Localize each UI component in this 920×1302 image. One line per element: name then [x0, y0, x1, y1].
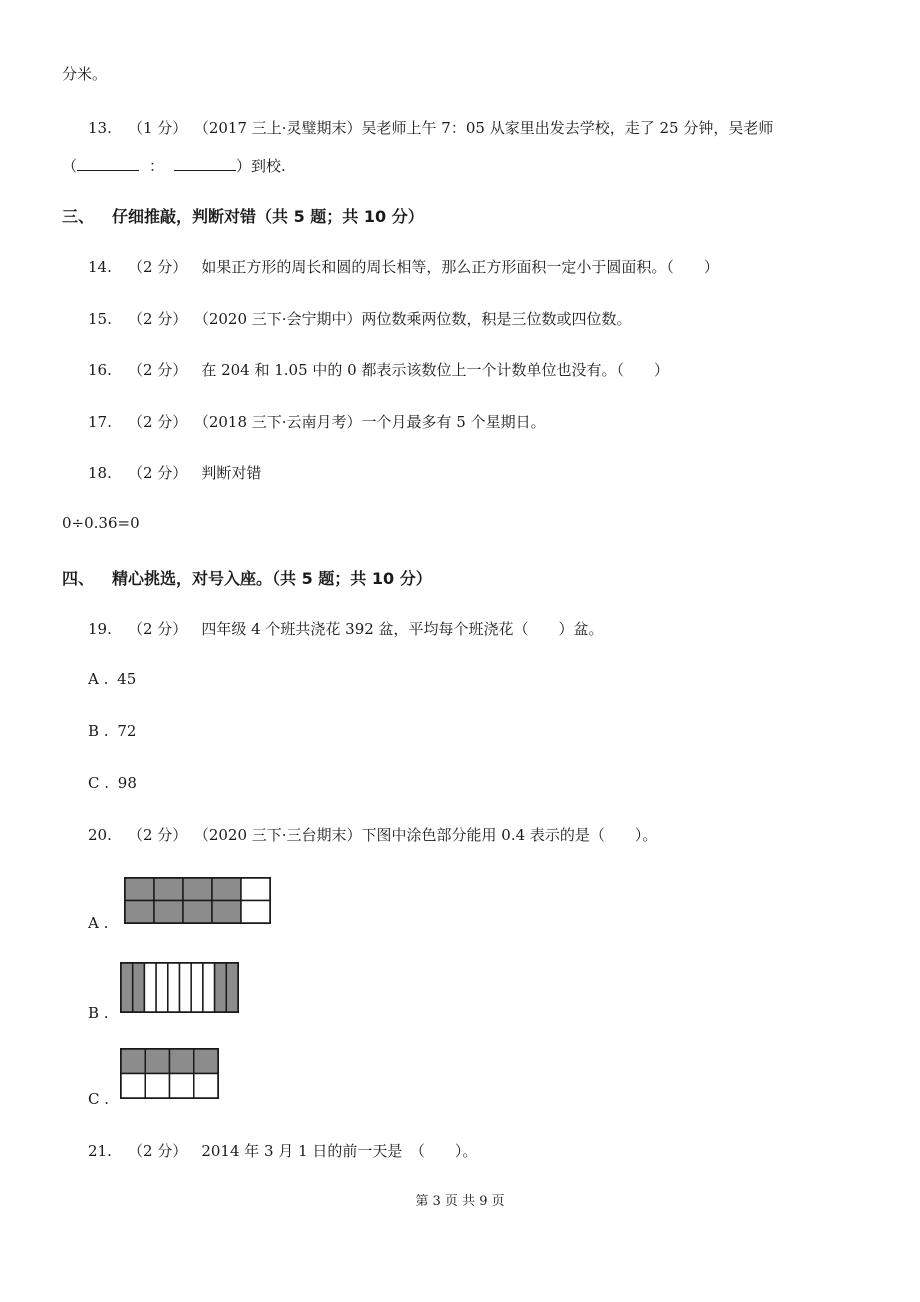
question-number: 18.	[88, 464, 112, 482]
question-text: （2018 三下·云南月考）一个月最多有 5 个星期日。	[201, 413, 546, 431]
question-score: （2 分）	[128, 361, 188, 379]
question-score: （2 分）	[128, 464, 188, 482]
option-b-label[interactable]: B .	[88, 1004, 109, 1022]
question-17	[88, 411, 546, 432]
answer-blank-hour[interactable]	[77, 158, 139, 171]
grid-cell	[121, 1074, 145, 1099]
option-a[interactable]	[88, 670, 136, 688]
grid-cell	[212, 878, 241, 901]
question-number: 14.	[88, 258, 112, 276]
paren-close: ）到校.	[236, 157, 286, 175]
question-score: （1 分）	[128, 119, 188, 137]
question-14	[88, 256, 719, 277]
strip-cell	[168, 963, 180, 1012]
section-heading-4	[62, 566, 432, 589]
question-13	[88, 117, 773, 138]
question-score: （2 分）	[128, 826, 188, 844]
option-a-label[interactable]: A .	[88, 914, 109, 932]
grid-cell	[154, 901, 183, 924]
option-value: 98	[117, 774, 137, 792]
question-text: （2017 三上·灵璧期末）吴老师上午 7：05 从家里出发去学校，走了 25 分钟，吴老师	[201, 119, 774, 137]
question-19	[88, 618, 604, 639]
grid-cell	[170, 1049, 194, 1074]
strip-cell	[226, 963, 238, 1012]
question-score: （2 分）	[128, 258, 188, 276]
strip-cell	[156, 963, 168, 1012]
grid-cell	[145, 1049, 169, 1074]
grid-cell	[194, 1074, 218, 1099]
figure-option-c[interactable]	[120, 1048, 220, 1100]
section-title: 精心挑选，对号入座。（共 5 题；共 10 分）	[112, 569, 432, 588]
grid-cell	[145, 1074, 169, 1099]
question-text: 判断对错	[201, 464, 262, 482]
question-number: 20.	[88, 826, 112, 844]
page-footer: 第 3 页 共 9 页	[415, 1194, 505, 1209]
colon: ：	[149, 157, 165, 175]
strip-cell	[215, 963, 227, 1012]
option-letter: B .	[88, 722, 109, 740]
grid-cell	[121, 1049, 145, 1074]
grid-cell	[125, 878, 154, 901]
option-letter: C .	[88, 774, 110, 792]
strip-cell	[121, 963, 133, 1012]
figure-option-a[interactable]	[124, 877, 272, 925]
grid-cell	[183, 878, 212, 901]
grid-cell	[154, 878, 183, 901]
question-number: 19.	[88, 620, 112, 638]
question-text: （2020 三下·会宁期中）两位数乘两位数，积是三位数或四位数。	[201, 310, 632, 328]
grid-cell	[241, 901, 270, 924]
grid-cell	[194, 1049, 218, 1074]
question-number: 15.	[88, 310, 112, 328]
question-18-expression: 0÷0.36=0	[62, 514, 140, 532]
strip-cell	[180, 963, 192, 1012]
figure-c-cells	[121, 1049, 218, 1098]
question-score: （2 分）	[128, 620, 188, 638]
question-text: 如果正方形的周长和圆的周长相等，那么正方形面积一定小于圆面积。（ ）	[201, 258, 719, 276]
question-20	[88, 824, 657, 845]
section-number: 四、	[62, 569, 95, 588]
section-title: 仔细推敲，判断对错（共 5 题；共 10 分）	[112, 207, 424, 226]
option-letter: A .	[88, 670, 109, 688]
question-21	[88, 1140, 477, 1161]
question-number: 13.	[88, 119, 112, 137]
option-c-label[interactable]: C .	[88, 1090, 110, 1108]
question-13-answer-line	[62, 155, 286, 176]
answer-blank-minute[interactable]	[174, 158, 236, 171]
option-value: 45	[117, 670, 137, 688]
question-number: 21.	[88, 1142, 112, 1160]
option-c[interactable]	[88, 774, 137, 792]
question-text: 四年级 4 个班共浇花 392 盆，平均每个班浇花（ ）盆。	[201, 620, 604, 638]
grid-cell	[125, 901, 154, 924]
strip-cell	[133, 963, 145, 1012]
figure-b-cells	[121, 963, 238, 1012]
section-number: 三、	[62, 207, 95, 226]
grid-cell	[241, 878, 270, 901]
question-score: （2 分）	[128, 413, 188, 431]
strip-cell	[191, 963, 203, 1012]
grid-cell	[183, 901, 212, 924]
question-18	[88, 462, 261, 483]
figure-a-cells	[125, 878, 270, 923]
question-score: （2 分）	[128, 1142, 188, 1160]
section-heading-3	[62, 204, 424, 227]
strip-cell	[203, 963, 215, 1012]
question-text: 2014 年 3 月 1 日的前一天是 （ ）。	[201, 1142, 478, 1160]
question-text: （2020 三下·三台期末）下图中涂色部分能用 0.4 表示的是（ ）。	[201, 826, 658, 844]
option-b[interactable]	[88, 722, 136, 740]
question-number: 16.	[88, 361, 112, 379]
question-score: （2 分）	[128, 310, 188, 328]
figure-option-b[interactable]	[120, 962, 240, 1014]
paren-open: （	[62, 157, 78, 175]
grid-cell	[170, 1074, 194, 1099]
option-value: 72	[117, 722, 137, 740]
strip-cell	[144, 963, 156, 1012]
grid-cell	[212, 901, 241, 924]
question-16	[88, 359, 669, 380]
question-text: 在 204 和 1.05 中的 0 都表示该数位上一个计数单位也没有。（ ）	[201, 361, 669, 379]
continuation-text: 分米。	[62, 65, 108, 83]
question-15	[88, 308, 632, 329]
question-number: 17.	[88, 413, 112, 431]
